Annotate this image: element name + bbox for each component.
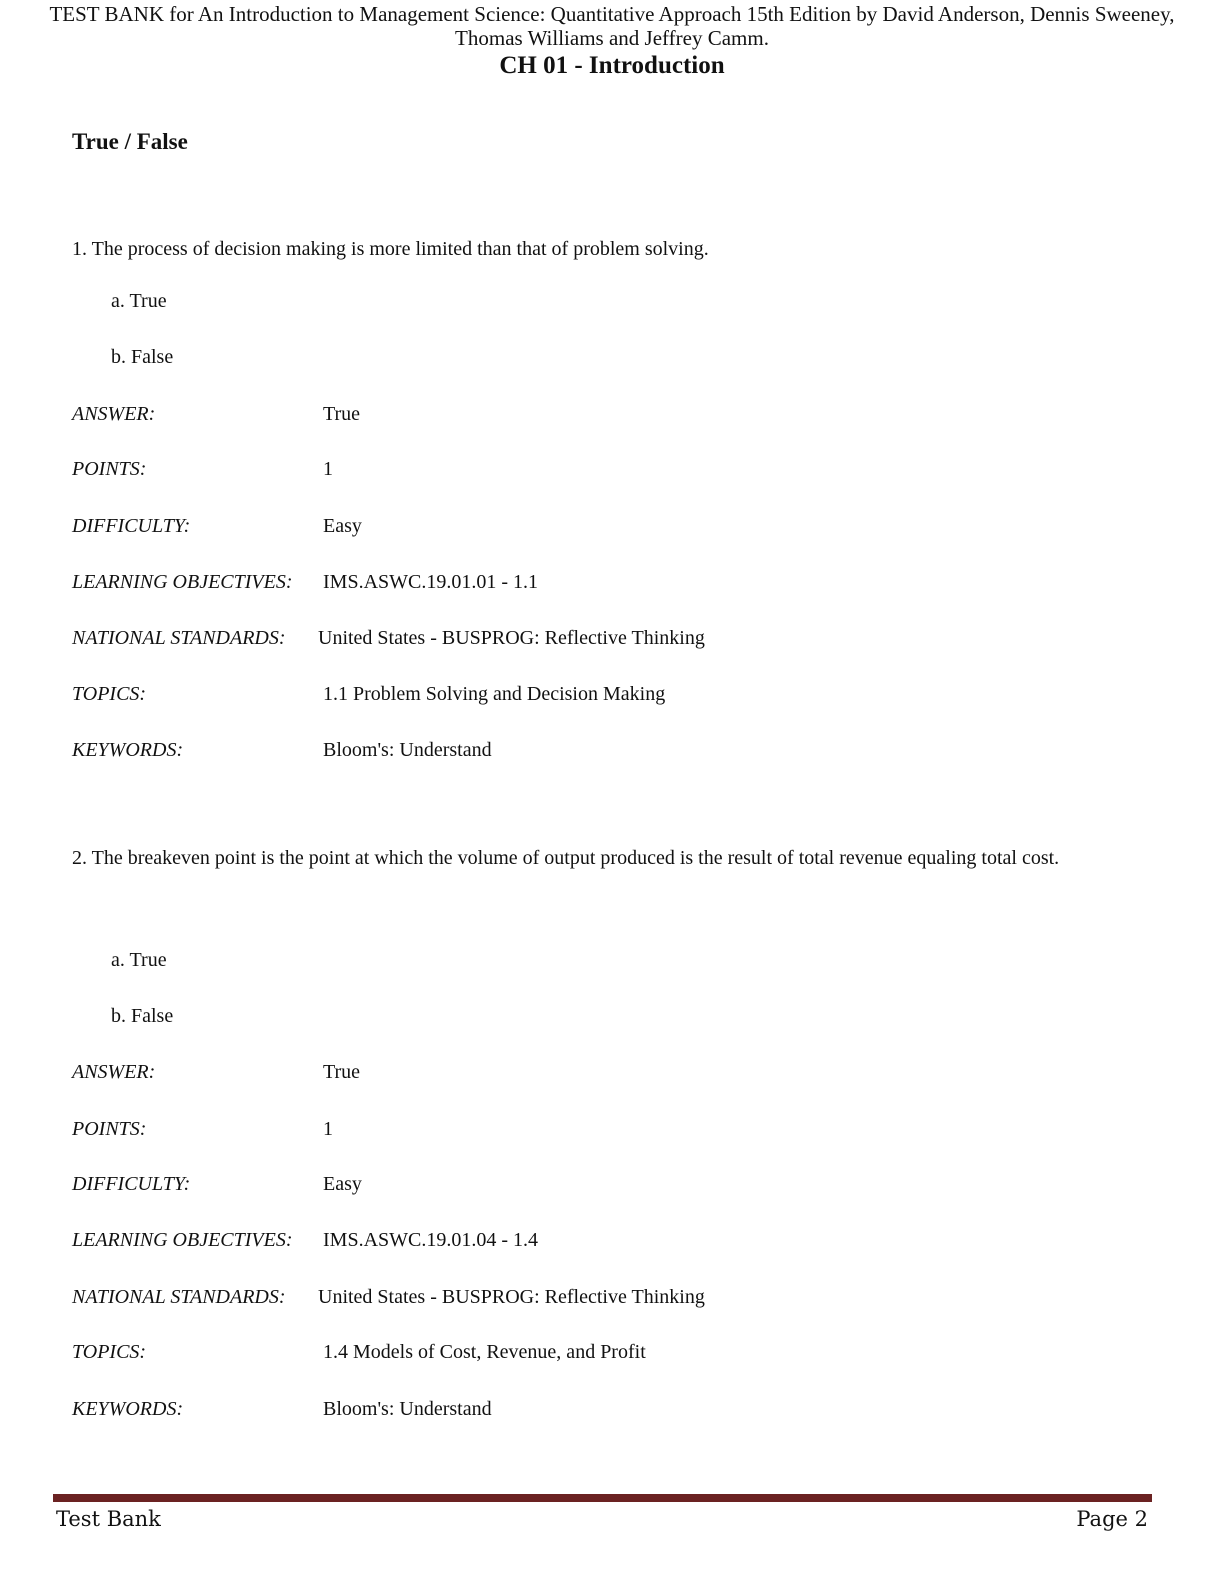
question-2-difficulty-value: Easy [323,1173,362,1195]
question-2-learning-objectives-value: IMS.ASWC.19.01.04 - 1.4 [323,1229,539,1251]
question-1-national-standards-value: United States - BUSPROG: Reflective Thinking [318,627,705,649]
question-1-points-value: 1 [323,458,333,480]
question-1-keywords-label: KEYWORDS: [72,739,184,761]
question-1-points-label: POINTS: [72,458,147,480]
question-1-learning-objectives-value: IMS.ASWC.19.01.01 - 1.1 [323,571,539,593]
question-2-national-standards-value: United States - BUSPROG: Reflective Thinking [318,1286,705,1308]
question-2-answer-label: ANSWER: [72,1061,156,1083]
question-1-difficulty-label: DIFFICULTY: [72,515,191,537]
question-2-topics-label: TOPICS: [72,1341,147,1363]
footer-label: Test Bank [56,1507,161,1531]
question-2-option-a: a. True [111,949,167,971]
question-1-answer-label: ANSWER: [72,403,156,425]
question-1-national-standards-label: NATIONAL STANDARDS: [72,627,286,649]
question-2-keywords-label: KEYWORDS: [72,1398,184,1420]
question-2-answer-value: True [323,1061,361,1083]
question-1-difficulty-value: Easy [323,515,362,537]
question-1-learning-objectives-label: LEARNING OBJECTIVES: [72,571,293,593]
question-1-topics-label: TOPICS: [72,683,147,705]
question-1-keywords-value: Bloom's: Understand [323,739,492,761]
chapter-title: CH 01 - Introduction [499,52,725,79]
footer-divider [53,1494,1152,1502]
question-2-topics-value: 1.4 Models of Cost, Revenue, and Profit [323,1341,646,1363]
question-2-difficulty-label: DIFFICULTY: [72,1173,191,1195]
question-1-answer-value: True [323,403,361,425]
question-1-option-a: a. True [111,290,167,312]
document-header-title: TEST BANK for An Introduction to Management Science: Quantitative Approach 15th Edition by David Anderson, Dennis Sweeney, Thomas Williams and Jeffrey Camm. [49,2,1175,50]
question-2-national-standards-label: NATIONAL STANDARDS: [72,1286,286,1308]
page-number: Page 2 [1076,1507,1148,1531]
question-1-option-b: b. False [111,346,174,368]
question-1-text: 1. The process of decision making is more limited than that of problem solving. [72,238,709,260]
question-2-option-b: b. False [111,1005,174,1027]
question-2-points-label: POINTS: [72,1118,147,1140]
question-1-topics-value: 1.1 Problem Solving and Decision Making [323,683,666,705]
question-2-text: 2. The breakeven point is the point at which the volume of output produced is the result of total revenue equaling total cost. [72,847,1060,869]
section-title: True / False [72,129,188,154]
question-2-keywords-value: Bloom's: Understand [323,1398,492,1420]
question-2-learning-objectives-label: LEARNING OBJECTIVES: [72,1229,293,1251]
question-2-points-value: 1 [323,1118,333,1140]
